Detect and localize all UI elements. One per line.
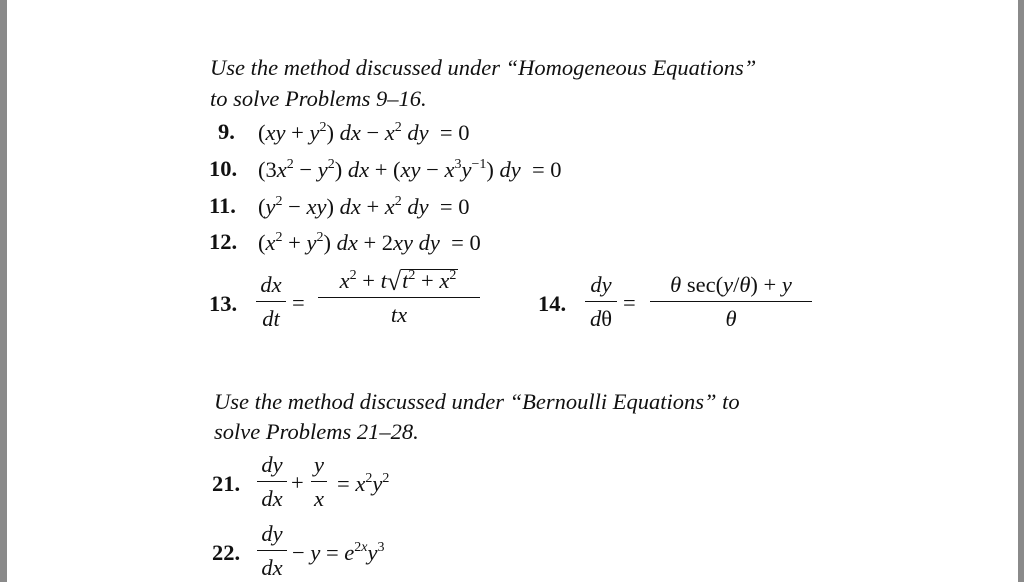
problem-22-derivative: dy dx [257, 521, 287, 581]
problem-12-equation: $(x^2 + y^2)$ dx + 2xy dy = 0 [258, 230, 481, 255]
problem-21-fraction: y x [311, 452, 327, 512]
homogeneous-instructions-line2: to solve Problems 9–16. [210, 86, 427, 111]
problem-9-equation: $(xy + y^2)$ dx − $x^2$ dy = 0 [258, 120, 470, 145]
problem-21-rhs: = $x^2y^2$ [337, 471, 390, 496]
problem-22-rhs: − $y = e^{2x}y^3$ [292, 540, 385, 565]
problem-10-number: 10. [209, 156, 238, 181]
problem-13-lhs-fraction: dx dt [256, 272, 286, 332]
problem-10-equation: $(3x^2 - y^2)$ dx + $(xy - x^3y^{-1})$ dy = 0 [258, 157, 562, 182]
left-page-edge [0, 0, 7, 582]
problem-9-number: 9. [218, 119, 235, 144]
problem-13-number: 13. [209, 291, 238, 316]
problem-13-equals: = [292, 290, 305, 315]
problem-14-rhs-fraction: θ sec(y/θ) + y θ [650, 272, 812, 332]
problem-12-number: 12. [209, 229, 238, 254]
problem-14-equals: = [623, 290, 636, 315]
homogeneous-instructions-line1: Use the method discussed under “Homogeneous Equations” [210, 55, 757, 80]
problem-11-equation: $(y^2 - xy)$ dx + $x^2$ dy = 0 [258, 194, 470, 219]
bernoulli-instructions-line1: Use the method discussed under “Bernoulli Equations” to [214, 389, 740, 414]
problem-21-derivative: dy dx [257, 452, 287, 512]
problem-14-lhs-fraction: dy dθ [585, 272, 617, 332]
bernoulli-instructions-line2: solve Problems 21–28. [214, 419, 419, 444]
right-page-edge [1018, 0, 1024, 582]
problem-22-number: 22. [212, 540, 241, 565]
problem-14-number: 14. [538, 291, 567, 316]
textbook-page [7, 0, 1018, 582]
problem-21-number: 21. [212, 471, 241, 496]
problem-11-number: 11. [209, 193, 236, 218]
problem-13-rhs-fraction: $x^2 + t√t^2 + x^2$ tx [318, 268, 480, 328]
problem-21-plus: + [291, 470, 304, 495]
